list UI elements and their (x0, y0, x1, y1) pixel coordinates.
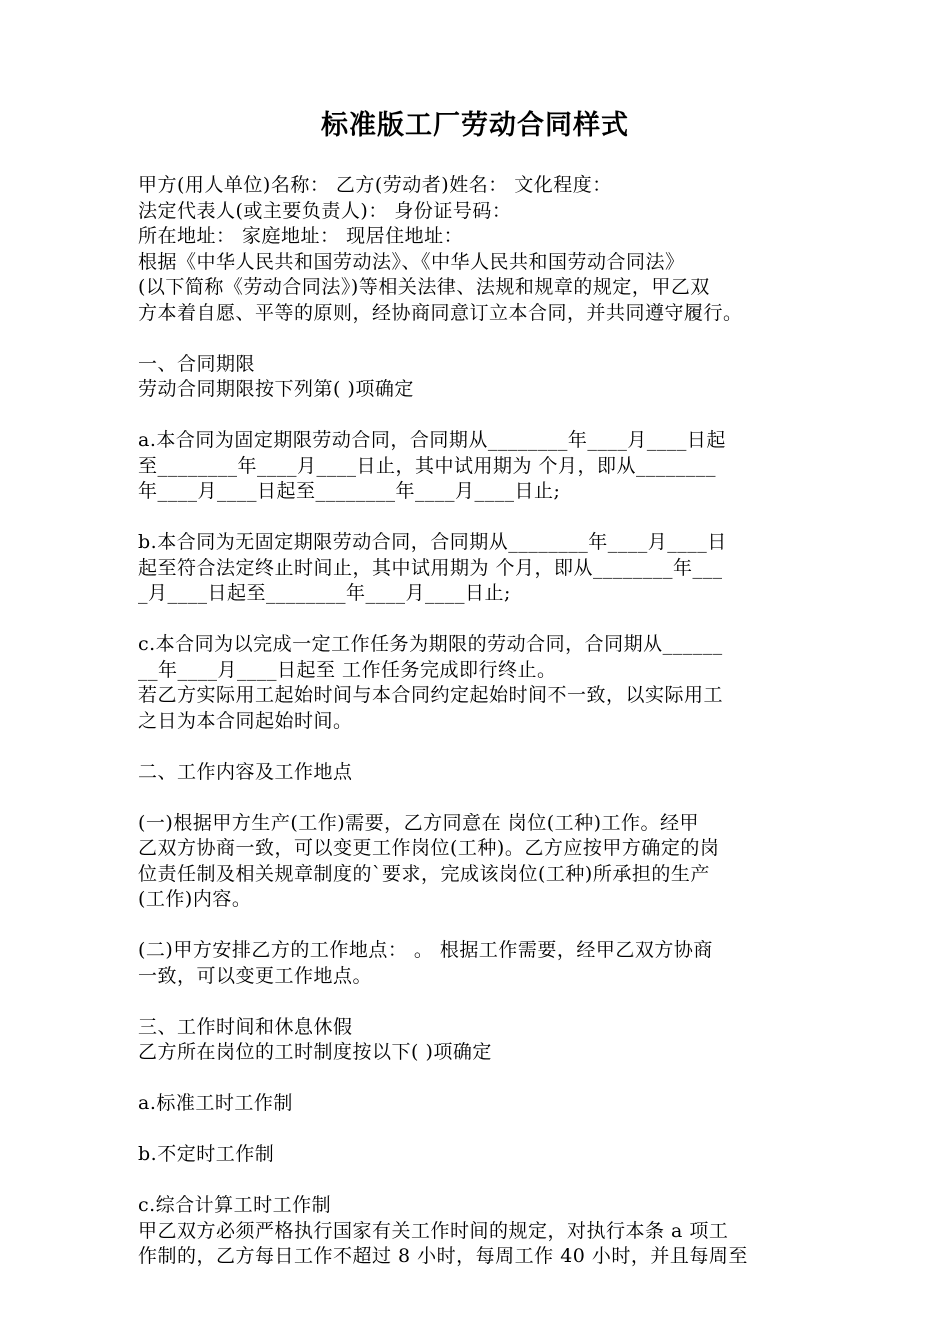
text-line: 一、合同期限 (138, 352, 256, 375)
text-line: 所在地址： 家庭地址： 现居住地址： (138, 225, 464, 247)
blank-line (138, 1168, 818, 1194)
blank-line (138, 1117, 818, 1143)
text-line: 年____月____日起至________年____月____日止; (138, 480, 561, 502)
document-title: 标准版工厂劳动合同样式 (321, 110, 629, 141)
text-line: 至________年____月____日止，其中试用期为 个月，即从________ (138, 454, 717, 477)
text-line: a.本合同为固定期限劳动合同，合同期从________年____月____日起 (138, 429, 726, 451)
text-line: 起至符合法定终止时间止，其中试用期为 个月，即从________年___ (138, 556, 723, 579)
blank-line (138, 403, 818, 429)
text-line: (以下简称《劳动合同法》)等相关法律、法规和规章的规定，甲乙双 (138, 276, 710, 298)
blank-line (138, 505, 818, 531)
text-line: 甲方(用人单位)名称： 乙方(劳动者)姓名： 文化程度： (138, 174, 612, 196)
blank-line (138, 989, 818, 1015)
text-line: 若乙方实际用工起始时间与本合同约定起始时间不一致，以实际用工 (138, 684, 724, 706)
text-line: c.本合同为以完成一定工作任务为期限的劳动合同，合同期从______ (138, 633, 723, 655)
text-line: 方本着自愿、平等的原则，经协商同意订立本合同，并共同遵守履行。 (138, 301, 743, 324)
text-line: 三、工作时间和休息休假 (138, 1015, 353, 1038)
blank-line (138, 1066, 818, 1092)
text-line: 位责任制及相关规章制度的`要求，完成该岗位(工种)所承担的生产 (138, 862, 710, 885)
text-line: (一)根据甲方生产(工作)需要，乙方同意在 岗位(工种)工作。经甲 (138, 811, 700, 834)
text-line: 一致，可以变更工作地点。 (138, 964, 373, 987)
text-line: __年____月____日起至 工作任务完成即行终止。 (138, 658, 557, 681)
text-line: 甲乙双方必须严格执行国家有关工作时间的规定，对执行本条 a 项工 (138, 1219, 729, 1242)
text-line: 法定代表人(或主要负责人)： 身份证号码： (138, 199, 512, 222)
blank-line (138, 607, 818, 633)
text-line: 乙双方协商一致，可以变更工作岗位(工种)。乙方应按甲方确定的岗 (138, 837, 720, 859)
text-line: _月____日起至________年____月____日止; (138, 582, 511, 604)
text-line: (工作)内容。 (138, 888, 252, 910)
text-line: 之日为本合同起始时间。 (138, 709, 353, 732)
text-line: 根据《中华人民共和国劳动法》、《中华人民共和国劳动合同法》 (138, 250, 685, 273)
document-body (138, 173, 818, 1270)
text-line: 劳动合同期限按下列第( )项确定 (138, 378, 414, 400)
text-line: a.标准工时工作制 (138, 1092, 293, 1114)
text-line: (二)甲方安排乙方的工作地点： 。 根据工作需要，经甲乙双方协商 (138, 939, 713, 961)
text-line: b.本合同为无固定期限劳动合同，合同期从________年____月____日 (138, 531, 727, 553)
blank-line (138, 734, 818, 760)
text-line: 乙方所在岗位的工时制度按以下( )项确定 (138, 1041, 492, 1063)
blank-line (138, 326, 818, 352)
text-line: 二、工作内容及工作地点 (138, 760, 353, 783)
blank-line (138, 785, 818, 811)
blank-line (138, 913, 818, 939)
text-line: b.不定时工作制 (138, 1143, 275, 1165)
text-line: c.综合计算工时工作制 (138, 1194, 332, 1216)
text-line: 作制的，乙方每日工作不超过 8 小时，每周工作 40 小时，并且每周至 (138, 1245, 748, 1267)
